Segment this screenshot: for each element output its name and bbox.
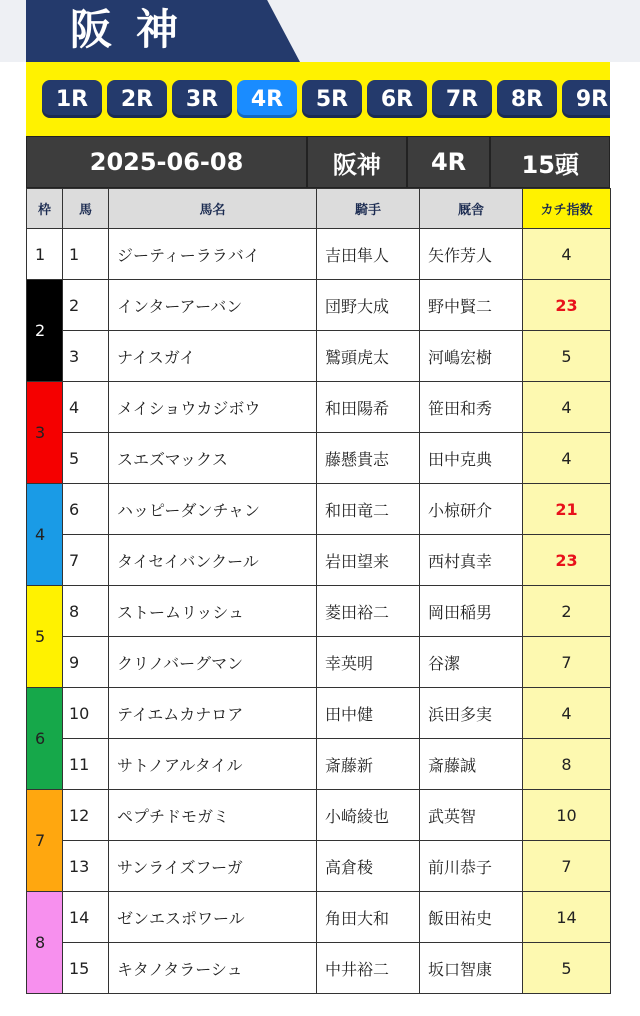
trainer-name: 飯田祐史: [420, 892, 523, 943]
table-row: [27, 892, 611, 943]
kachi-score: 4: [523, 382, 611, 433]
jockey-name: 斎藤新: [317, 739, 420, 790]
kachi-score: 5: [523, 331, 611, 382]
kachi-score: 4: [523, 433, 611, 484]
jockey-name: 田中健: [317, 688, 420, 739]
col-waku-header: 枠: [27, 189, 63, 229]
horse-number: 15: [63, 943, 109, 994]
kachi-score: 8: [523, 739, 611, 790]
trainer-name: 前川恭子: [420, 841, 523, 892]
kachi-score: 2: [523, 586, 611, 637]
horse-name: タイセイバンクール: [109, 535, 317, 586]
jockey-name: 幸英明: [317, 637, 420, 688]
kachi-score: 5: [523, 943, 611, 994]
horse-number: 6: [63, 484, 109, 535]
table-row: [27, 280, 611, 331]
horse-number: 5: [63, 433, 109, 484]
horse-name: スエズマックス: [109, 433, 317, 484]
horse-name: インターアーバン: [109, 280, 317, 331]
table-row: [27, 331, 611, 382]
col-jockey-header: 騎手: [317, 189, 420, 229]
table-row: [27, 739, 611, 790]
jockey-name: 和田陽希: [317, 382, 420, 433]
horse-name: ハッピーダンチャン: [109, 484, 317, 535]
jockey-name: 和田竜二: [317, 484, 420, 535]
horse-number: 7: [63, 535, 109, 586]
jockey-name: 高倉稜: [317, 841, 420, 892]
kachi-score: 4: [523, 229, 611, 280]
horse-number: 14: [63, 892, 109, 943]
horse-number: 1: [63, 229, 109, 280]
kachi-score: 10: [523, 790, 611, 841]
race-tab-8r[interactable]: 8R: [497, 80, 557, 118]
frame-cell: 6: [27, 688, 63, 790]
entries-table: [26, 188, 611, 994]
trainer-name: 谷潔: [420, 637, 523, 688]
table-row: [27, 688, 611, 739]
trainer-name: 武英智: [420, 790, 523, 841]
jockey-name: 鷲頭虎太: [317, 331, 420, 382]
jockey-name: 角田大和: [317, 892, 420, 943]
trainer-name: 笹田和秀: [420, 382, 523, 433]
kachi-score: 7: [523, 841, 611, 892]
race-tab-1r[interactable]: 1R: [42, 80, 102, 118]
horse-number: 4: [63, 382, 109, 433]
table-row: [27, 484, 611, 535]
horse-number: 12: [63, 790, 109, 841]
horse-number: 2: [63, 280, 109, 331]
horse-number: 11: [63, 739, 109, 790]
col-name-header: 馬名: [109, 189, 317, 229]
table-header-row: [27, 189, 611, 229]
table-row: [27, 229, 611, 280]
table-row: [27, 841, 611, 892]
table-row: [27, 790, 611, 841]
table-row: [27, 637, 611, 688]
horse-number: 8: [63, 586, 109, 637]
horse-name: テイエムカナロア: [109, 688, 317, 739]
trainer-name: 野中賢二: [420, 280, 523, 331]
horse-name: メイショウカジボウ: [109, 382, 317, 433]
table-row: [27, 586, 611, 637]
trainer-name: 西村真幸: [420, 535, 523, 586]
frame-cell: 3: [27, 382, 63, 484]
frame-cell: 5: [27, 586, 63, 688]
frame-cell: 4: [27, 484, 63, 586]
col-uma-header: 馬: [63, 189, 109, 229]
jockey-name: 団野大成: [317, 280, 420, 331]
horse-number: 10: [63, 688, 109, 739]
table-row: [27, 382, 611, 433]
race-venue: 阪神: [308, 137, 408, 187]
kachi-score: 7: [523, 637, 611, 688]
jockey-name: 菱田裕二: [317, 586, 420, 637]
kachi-score: 4: [523, 688, 611, 739]
frame-cell: 1: [27, 229, 63, 280]
race-tab-6r[interactable]: 6R: [367, 80, 427, 118]
jockey-name: 藤懸貴志: [317, 433, 420, 484]
horse-name: ペプチドモガミ: [109, 790, 317, 841]
frame-cell: 8: [27, 892, 63, 994]
frame-cell: 2: [27, 280, 63, 382]
trainer-name: 河嶋宏樹: [420, 331, 523, 382]
trainer-name: 矢作芳人: [420, 229, 523, 280]
frame-cell: 7: [27, 790, 63, 892]
race-tab-9r[interactable]: 9R: [562, 80, 610, 118]
jockey-name: 中井裕二: [317, 943, 420, 994]
race-number: 4R: [408, 137, 492, 187]
race-info-bar: [26, 136, 610, 188]
horse-name: クリノバーグマン: [109, 637, 317, 688]
trainer-name: 小椋研介: [420, 484, 523, 535]
horse-number: 9: [63, 637, 109, 688]
race-tab-3r[interactable]: 3R: [172, 80, 232, 118]
runner-count: 15頭: [521, 150, 579, 179]
col-trainer-header: 厩舎: [420, 189, 523, 229]
trainer-name: 田中克典: [420, 433, 523, 484]
horse-name: キタノタラーシュ: [109, 943, 317, 994]
horse-name: ナイスガイ: [109, 331, 317, 382]
trainer-name: 浜田多実: [420, 688, 523, 739]
race-tab-7r[interactable]: 7R: [432, 80, 492, 118]
col-kachi-header: カチ指数: [523, 189, 611, 229]
race-tabs: [42, 80, 610, 118]
horse-number: 13: [63, 841, 109, 892]
table-row: [27, 943, 611, 994]
kachi-score: 23: [523, 280, 611, 331]
kachi-score: 23: [523, 535, 611, 586]
horse-name: ゼンエスポワール: [109, 892, 317, 943]
jockey-name: 岩田望来: [317, 535, 420, 586]
trainer-name: 坂口智康: [420, 943, 523, 994]
race-tab-4r[interactable]: 4R: [237, 80, 297, 118]
horse-name: サンライズフーガ: [109, 841, 317, 892]
race-tab-2r[interactable]: 2R: [107, 80, 167, 118]
race-date: 2025-06-08: [27, 137, 308, 187]
horse-name: ジーティーララバイ: [109, 229, 317, 280]
horse-name: サトノアルタイル: [109, 739, 317, 790]
horse-name: ストームリッシュ: [109, 586, 317, 637]
race-tab-5r[interactable]: 5R: [302, 80, 362, 118]
venue-title: 阪神: [70, 5, 203, 54]
table-row: [27, 433, 611, 484]
race-selector-bar: [26, 62, 610, 136]
trainer-name: 斎藤誠: [420, 739, 523, 790]
horse-number: 3: [63, 331, 109, 382]
kachi-score: 21: [523, 484, 611, 535]
jockey-name: 小崎綾也: [317, 790, 420, 841]
jockey-name: 吉田隼人: [317, 229, 420, 280]
table-row: [27, 535, 611, 586]
kachi-score: 14: [523, 892, 611, 943]
trainer-name: 岡田稲男: [420, 586, 523, 637]
